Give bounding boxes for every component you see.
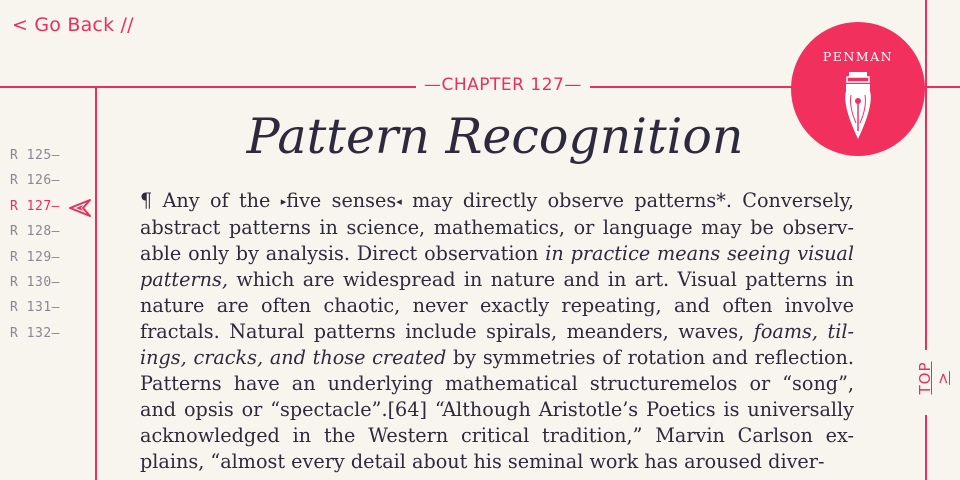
body-text-run: five senses — [286, 189, 397, 212]
chapter-body-text — [140, 188, 854, 475]
fountain-pen-nib-icon — [840, 71, 876, 141]
current-chapter-arrow-icon — [68, 198, 92, 218]
chapter-label: —CHAPTER 127— — [416, 75, 590, 95]
logo-text: PENMAN — [822, 49, 894, 64]
body-text-run: Any of the — [162, 189, 271, 212]
body-text-run: which are widespread in nature and in art. Visual patterns in nature are often chaotic, never exactly repeating, and often involve fractals. Natural patterns include spirals, meanders, waves, — [140, 268, 854, 343]
left-margin-rule — [95, 86, 97, 480]
right-margin-rule — [925, 0, 927, 350]
pilcrow: ¶ — [140, 189, 153, 212]
chapter-nav-item[interactable]: R 129— — [10, 249, 60, 265]
chapter-nav-item[interactable]: R 126— — [10, 173, 60, 189]
body-text-run: may directly observe patterns*. Conversely, abstract patterns in science, mathematics, or language may be observ- able only by analysis. Direct observation — [140, 189, 854, 265]
page-title: Pattern Recognition — [246, 108, 744, 165]
chapter-nav — [0, 146, 60, 349]
chapter-nav-item[interactable]: R 128— — [10, 224, 60, 240]
back-to-top-link[interactable]: TOP > — [916, 361, 952, 395]
right-margin-rule-lower — [925, 415, 927, 480]
chapter-nav-item[interactable]: R 132— — [10, 325, 60, 341]
penman-logo — [791, 22, 925, 156]
left-marker-icon: ▸ — [280, 195, 287, 208]
chapter-nav-item[interactable]: R 131— — [10, 300, 60, 316]
go-back-link[interactable]: < Go Back // — [12, 14, 134, 36]
chapter-nav-item-active[interactable]: R 127— — [10, 198, 60, 214]
body-text-italic: in practice means seeing visual patterns, — [140, 242, 855, 291]
body-text-italic: foams, til- ings, cracks, and those created — [140, 320, 854, 369]
chapter-nav-item[interactable]: R 130— — [10, 274, 60, 290]
right-marker-icon: ◂ — [396, 195, 402, 208]
body-text-run: by symmetries of rotation and reflection. Patterns have an underlying mathematical structuremelos or “song”, and opsis or “spectacle”.[64] “Although Aristotle’s Poetics is universally acknowledged in the Western critical tradition,” Marvin Carlson ex- plains, “almost every detail about his seminal work has aroused diver- — [140, 346, 855, 473]
chapter-nav-item[interactable]: R 125— — [10, 148, 60, 163]
